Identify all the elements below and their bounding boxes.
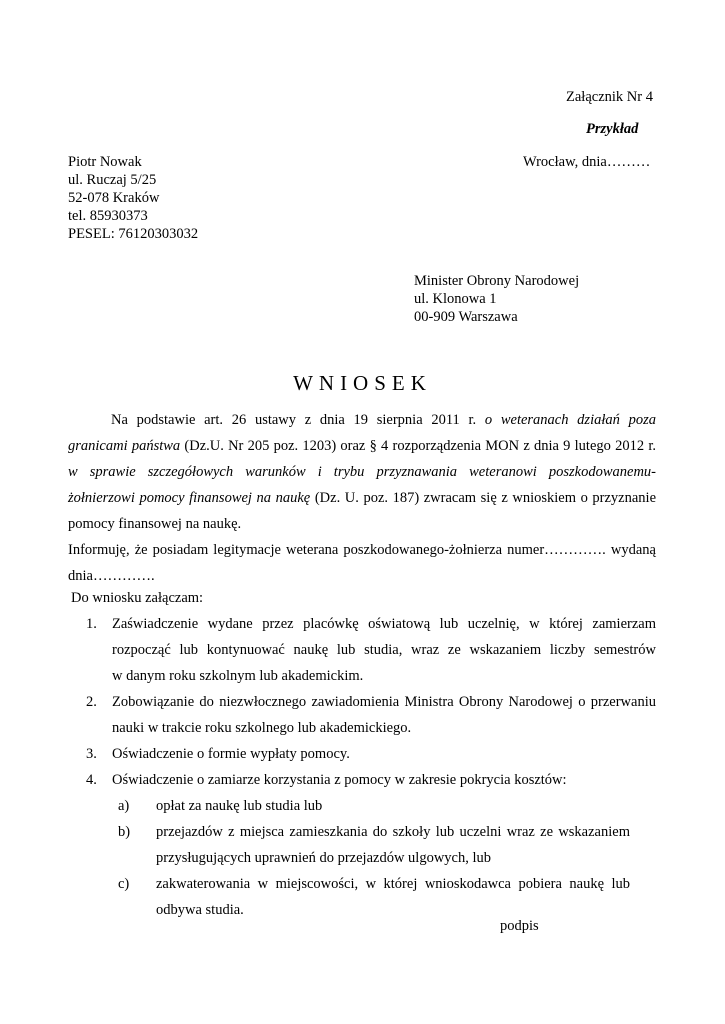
sender-name: Piotr Nowak bbox=[68, 154, 142, 170]
list-line: zakwaterowania w miejscowości, w której wnioskodawca pobiera naukę lub bbox=[156, 876, 630, 892]
document-title: WNIOSEK bbox=[293, 371, 432, 395]
list-line: w danym roku szkolnym lub akademickim. bbox=[112, 668, 364, 684]
list-item bbox=[86, 611, 656, 689]
list-line: przejazdów z miejsca zamieszkania do szkoły lub uczelni wraz ze wskazaniem bbox=[156, 824, 630, 840]
signature-label: podpis bbox=[500, 918, 539, 934]
list-number: 2. bbox=[86, 694, 97, 710]
list-item bbox=[86, 767, 656, 793]
main-paragraph bbox=[68, 407, 656, 537]
sublist-letter: a) bbox=[118, 798, 130, 814]
paragraph-line: Na podstawie art. 26 ustawy z dnia 19 sierpnia 2011 r. o weteranach działań poza bbox=[111, 412, 656, 428]
list-line: Zaświadczenie wydane przez placówkę oświatową lub uczelnię, w której zamierzam bbox=[112, 616, 656, 632]
list-number: 1. bbox=[86, 616, 97, 632]
list-item bbox=[86, 689, 656, 741]
paragraph-line: pomocy finansowej na naukę. bbox=[68, 516, 242, 532]
cost-sublist bbox=[118, 793, 630, 923]
sender-street: ul. Ruczaj 5/25 bbox=[68, 172, 157, 188]
sender-city: 52-078 Kraków bbox=[68, 190, 160, 206]
list-line: Zobowiązanie do niezwłocznego zawiadomienia Ministra Obrony Narodowej o przerwaniu bbox=[112, 694, 656, 710]
list-item bbox=[86, 741, 656, 767]
sender-address bbox=[68, 153, 198, 243]
recipient-street: ul. Klonowa 1 bbox=[414, 291, 497, 307]
sublist-letter: b) bbox=[118, 824, 131, 840]
paragraph-line: granicami państwa (Dz.U. Nr 205 poz. 1203) oraz § 4 rozporządzenia MON z dnia 9 lutego 2012 r. bbox=[68, 438, 656, 454]
sender-pesel: PESEL: 76120303032 bbox=[68, 226, 199, 242]
paragraph-line: Informuję, że posiadam legitymacje weterana poszkodowanego-żołnierza numer…………. wydaną bbox=[68, 542, 656, 558]
attachments-intro: Do wniosku załączam: bbox=[71, 590, 204, 606]
list-number: 4. bbox=[86, 772, 97, 788]
sublist-item bbox=[118, 871, 630, 923]
attachment-number: Załącznik Nr 4 bbox=[566, 89, 653, 105]
recipient-name: Minister Obrony Narodowej bbox=[414, 273, 580, 289]
list-line: Oświadczenie o formie wypłaty pomocy. bbox=[112, 746, 350, 762]
paragraph-line: dnia…………. bbox=[68, 568, 155, 584]
list-line: nauki w trakcie roku szkolnego lub akademickiego. bbox=[112, 720, 412, 736]
list-line: rozpocząć lub kontynuować naukę lub studia, wraz ze wskazaniem liczby semestrów bbox=[112, 642, 656, 658]
place-date: Wrocław, dnia……… bbox=[523, 154, 651, 170]
list-line: przysługujących uprawnień do przejazdów ulgowych, lub bbox=[156, 850, 492, 866]
recipient-address bbox=[414, 272, 579, 326]
paragraph-line: żołnierzowi pomocy finansowej na naukę (Dz. U. poz. 187) zwracam się z wnioskiem o przyznanie bbox=[68, 490, 657, 506]
inform-paragraph bbox=[68, 537, 656, 589]
sublist-letter: c) bbox=[118, 876, 130, 892]
sublist-item bbox=[118, 819, 630, 871]
list-line: odbywa studia. bbox=[156, 902, 244, 918]
sublist-item bbox=[118, 793, 630, 819]
sender-phone: tel. 85930373 bbox=[68, 208, 148, 224]
example-label: Przykład bbox=[586, 121, 639, 137]
list-line: opłat za naukę lub studia lub bbox=[156, 798, 323, 814]
attachments-list bbox=[86, 611, 656, 923]
recipient-city: 00-909 Warszawa bbox=[414, 309, 518, 325]
paragraph-line: w sprawie szczegółowych warunków i trybu przyznawania weteranowi poszkodowanemu- bbox=[68, 464, 656, 480]
list-number: 3. bbox=[86, 746, 97, 762]
list-line: Oświadczenie o zamiarze korzystania z pomocy w zakresie pokrycia kosztów: bbox=[112, 772, 567, 788]
